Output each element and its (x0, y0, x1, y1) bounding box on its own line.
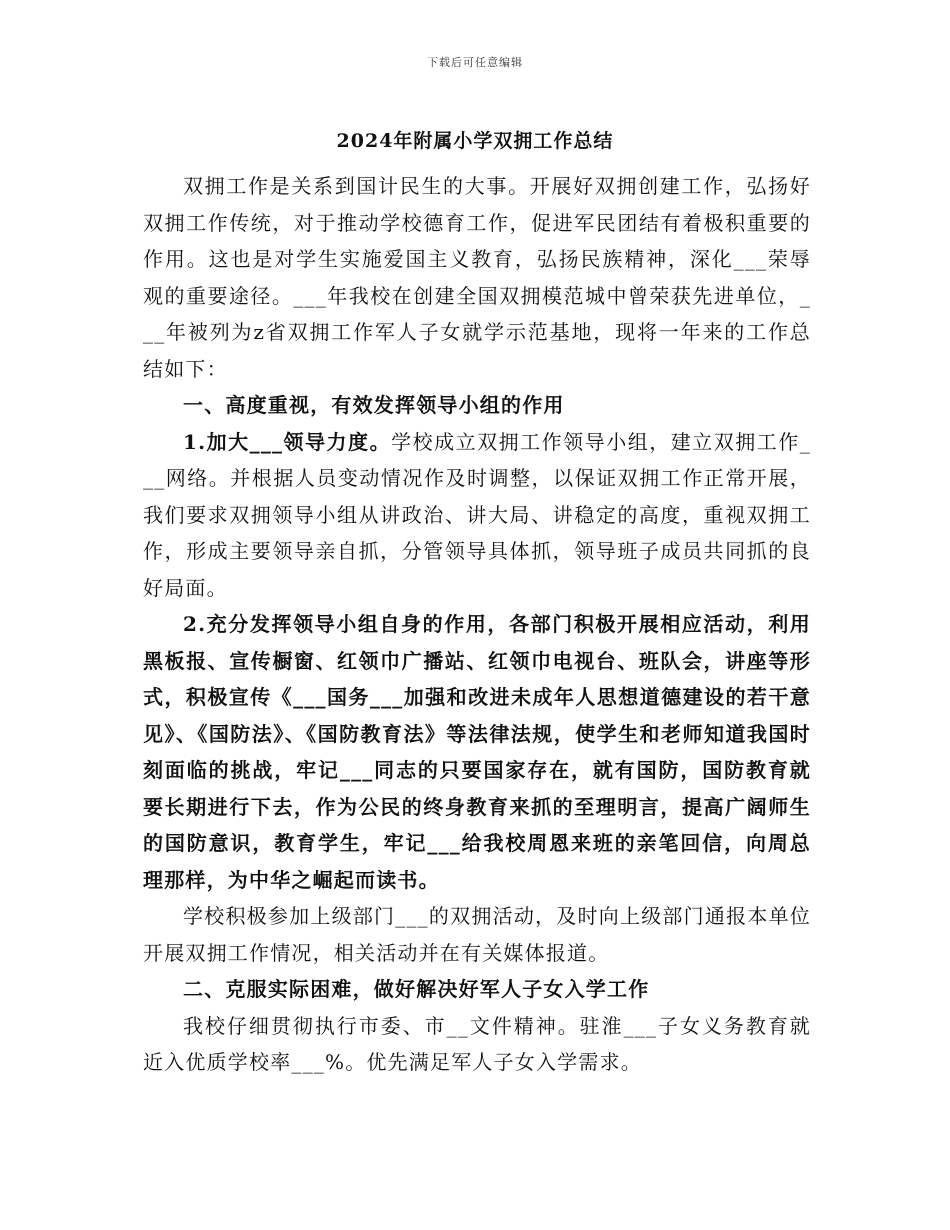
intro-paragraph: 双拥工作是关系到国计民生的大事。开展好双拥创建工作，弘扬好双拥工作传统，对于推动学校德育工作，促进军民团结有着极积重要的作用。这也是对学生实施爱国主义教育，弘扬民族精神，深化___荣辱观的重要途径。___年我校在创建全国双拥模范城中曾荣获先进单位，___年被列为z省双拥工作军人子女就学示范基地，现将一年来的工作总结如下： (143, 174, 811, 381)
header-note: 下载后可任意编辑 (427, 56, 523, 69)
point-1-lead: 1.加大___领导力度。 (183, 429, 392, 454)
activities-paragraph: 学校积极参加上级部门___的双拥活动，及时向上级部门通报本单位开展双拥工作情况，相关活动并在有关媒体报道。 (143, 904, 811, 965)
point-2-paragraph: 2.充分发挥领导小组自身的作用，各部门积极开展相应活动，利用黑板报、宣传橱窗、红领巾广播站、红领巾电视台、班队会，讲座等形式，积极宣传《___国务___加强和改进未成年人思想道德建设的若干意见》、《国防法》、《国防教育法》等法律法规，使学生和老师知道我国时刻面临的挑战，牢记___同志的只要国家存在，就有国防，国防教育就要长期进行下去，作为公民的终身教育来抓的至理明言，提高广阔师生的国防意识，教育学生，牢记___给我校周恩来班的亲笔回信，向周总理那样，为中华之崛起而读书。 (143, 612, 811, 892)
point-1-paragraph (143, 424, 811, 607)
section-heading-1: 一、高度重视，有效发挥领导小组的作用 (183, 393, 565, 417)
document-title: 2024年附属小学双拥工作总结 (336, 130, 614, 152)
section-heading-2: 二、克服实际困难，做好解决好军人子女入学工作 (183, 977, 650, 1001)
document-body (143, 168, 811, 1081)
enrollment-paragraph: 我校仔细贯彻执行市委、市__文件精神。驻淮___子女义务教育就近入优质学校率___%。优先满足军人子女入学需求。 (143, 1013, 811, 1074)
point-1-text: 学校成立双拥工作领导小组，建立双拥工作___网络。并根据人员变动情况作及时调整，以保证双拥工作正常开展，我们要求双拥领导小组从讲政治、讲大局、讲稳定的高度，重视双拥工作，形成主要领导亲自抓，分管领导具体抓，领导班子成员共同抓的良好局面。 (143, 429, 812, 600)
